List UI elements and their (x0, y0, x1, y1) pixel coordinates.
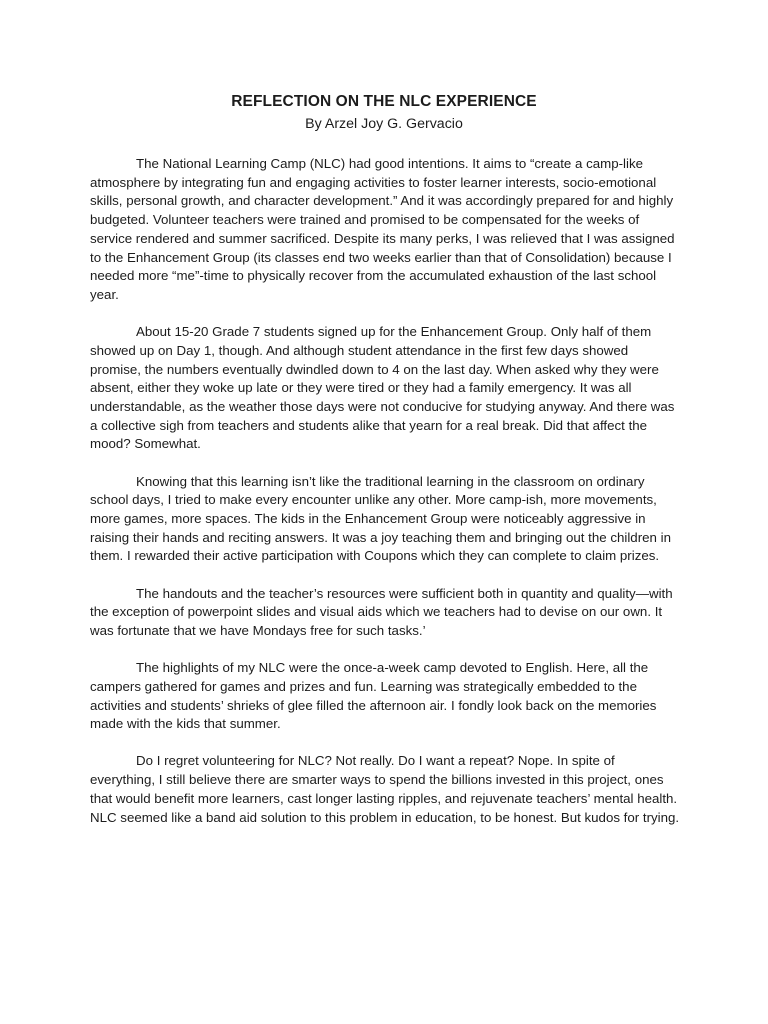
paragraph-6: Do I regret volunteering for NLC? Not really. Do I want a repeat? Nope. In spite of everything, I still believe there are smarter ways to spend the billions invested in this project, ones that would benefit more learners, cast longer lasting ripples, and rejuvenate teachers’ mental health. NLC seemed like a band aid solution to this problem in education, to be honest. But kudos for trying. (90, 753, 680, 825)
document-title: REFLECTION ON THE NLC EXPERIENCE (231, 93, 537, 110)
author-byline: By Arzel Joy G. Gervacio (305, 116, 463, 132)
paragraph-5: The highlights of my NLC were the once-a-week camp devoted to English. Here, all the campers gathered for games and prizes and fun. Learning was strategically embedded to the activities and students’ shrieks of glee filled the afternoon air. I fondly look back on the memories made with the kids that summer. (90, 660, 657, 732)
paragraph-4: The handouts and the teacher’s resources were sufficient both in quantity and quality—with the exception of powerpoint slides and visual aids which we teachers had to devise on our own. It was fortunate that we have Mondays free for such tasks.’ (90, 585, 673, 638)
paragraph-2: About 15-20 Grade 7 students signed up for the Enhancement Group. Only half of them showed up on Day 1, though. And although student attendance in the first few days showed promise, the numbers eventually dwindled down to 4 on the last day. When asked why they were absent, either they woke up late or they were tired or they had a family emergency. It was all understandable, as the weather those days were not conducive for studying anyway. And there was a collective sigh from teachers and students alike that yearn for a real break. Did that affect the mood? Somewhat. (90, 324, 675, 452)
document-body (90, 155, 682, 846)
paragraph-3: Knowing that this learning isn’t like the traditional learning in the classroom on ordinary school days, I tried to make every encounter unlike any other. More camp-ish, more movements, more games, more spaces. The kids in the Enhancement Group were noticeably aggressive in raising their hands and reciting answers. It was a joy teaching them and bringing out the children in them. I rewarded their active participation with Coupons which they can complete to claim prizes. (90, 473, 671, 564)
paragraph-1: The National Learning Camp (NLC) had good intentions. It aims to “create a camp-like atmosphere by integrating fun and engaging activities to foster learner interests, socio-emotional skills, personal growth, and character development.” And it was accordingly prepared for and highly budgeted. Volunteer teachers were trained and promised to be compensated for the weeks of service rendered and summer sacrificed. Despite its many perks, I was relieved that I was assigned to the Enhancement Group (its classes end two weeks earlier than that of Consolidation) because I needed more “me”-time to physically recover from the accumulated exhaustion of the last school year. (90, 156, 675, 302)
